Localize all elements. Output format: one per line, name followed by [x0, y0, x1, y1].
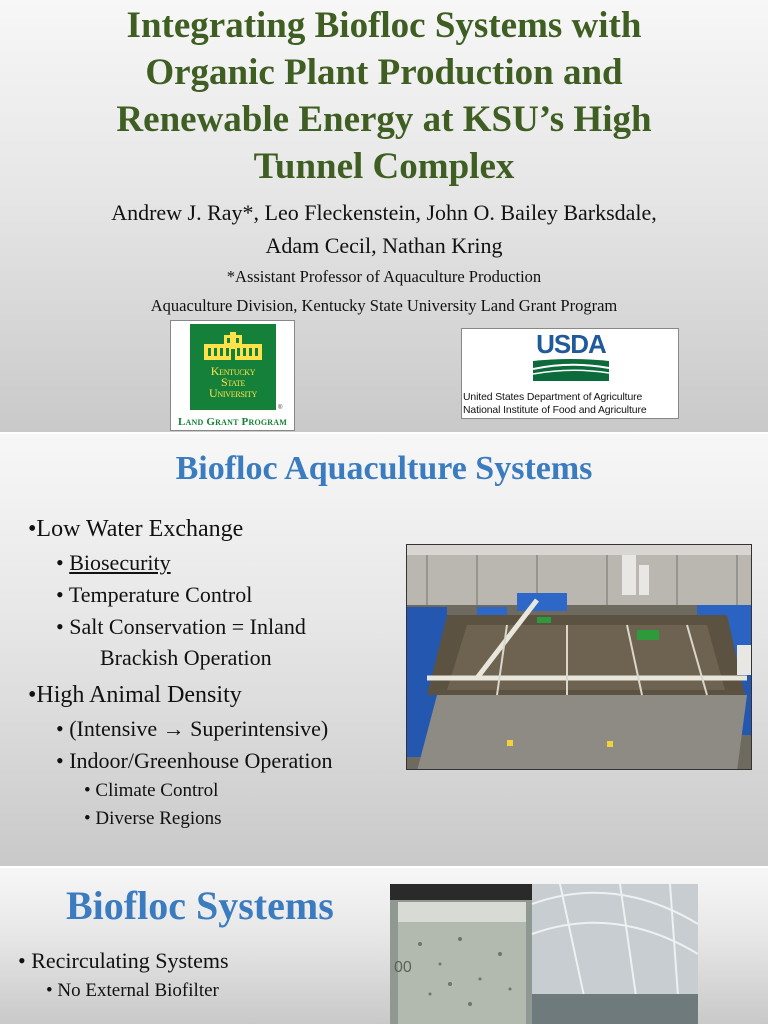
bullet-item: [18, 948, 229, 974]
bullet-text: Low Water Exchange: [36, 516, 244, 542]
poster-title: [20, 2, 748, 190]
bullet-text: Diverse Regions: [95, 808, 222, 829]
ksu-name-line: State: [220, 375, 246, 389]
bullet-marker: •: [56, 550, 64, 575]
affiliation-division: Aquaculture Division, Kentucky State University Land Grant Program: [150, 296, 618, 315]
bullet-item: [28, 516, 243, 543]
bullet-text: No External Biofilter: [57, 980, 219, 1001]
usda-agency-line: United States Department of Agriculture: [463, 392, 643, 403]
bullet-marker: •: [56, 582, 64, 607]
bullet-text: High Animal Density: [36, 682, 242, 708]
title-line: Organic Plant Production and: [145, 52, 623, 93]
authors-line: Adam Cecil, Nathan Kring: [265, 233, 503, 258]
biofloc-tanks-photo: [406, 544, 752, 770]
biofloc-aquaculture-slide: [0, 434, 768, 866]
ksu-name: [190, 366, 276, 399]
biofloc-systems-slide: [0, 868, 768, 1024]
title-line: Tunnel Complex: [253, 146, 515, 187]
bullet-marker: •: [28, 682, 37, 708]
bullet-marker: •: [56, 614, 64, 639]
beaker-scale-label: 00: [394, 959, 412, 976]
bullet-text: Indoor/Greenhouse Operation: [69, 748, 333, 773]
bullet-text: Recirculating Systems: [31, 948, 229, 973]
bullet-item: [56, 614, 306, 640]
registered-mark: ®: [278, 405, 283, 411]
bullet-text: (Intensive → Superintensive): [69, 716, 329, 741]
title-line: Integrating Biofloc Systems with: [126, 5, 642, 46]
bullet-marker: •: [84, 780, 91, 801]
bullet-marker: •: [18, 948, 26, 973]
authors-line: Andrew J. Ray*, Leo Fleckenstein, John O. Bailey Barksdale,: [111, 200, 657, 225]
bullet-item: [56, 582, 252, 608]
bullet-item: [56, 550, 171, 576]
bullet-item: [56, 716, 328, 742]
biofloc-photos: [390, 884, 698, 1024]
usda-institute-line: National Institute of Food and Agriculture: [463, 405, 647, 416]
bullet-item: [46, 980, 219, 1002]
usda-wordmark: USDA: [536, 329, 606, 359]
usda-wave-icon: [533, 359, 609, 381]
bullet-marker: •: [56, 716, 64, 741]
bullet-item: [84, 808, 222, 830]
bullet-text: Temperature Control: [68, 582, 253, 607]
slide-heading: Biofloc Aquaculture Systems: [175, 450, 593, 487]
bullet-item: [84, 780, 218, 802]
bullet-marker: •: [46, 980, 53, 1001]
affiliation-title: *Assistant Professor of Aquaculture Production: [226, 267, 542, 286]
bullet-continuation: Brackish Operation: [100, 645, 272, 670]
bullet-text: Salt Conservation = Inland: [69, 614, 306, 639]
ksu-name-line: University: [209, 386, 257, 400]
ksu-emblem: [190, 324, 276, 410]
title-slide: [0, 0, 768, 432]
bullet-item: [56, 748, 333, 774]
building-icon: [202, 332, 264, 362]
usda-logo: [461, 328, 679, 419]
bullet-item: [28, 682, 242, 709]
greenhouse-tanks-image: [407, 545, 752, 770]
bullet-marker: •: [28, 516, 37, 542]
title-line: Renewable Energy at KSU’s High: [116, 99, 652, 140]
slide-heading: Biofloc Systems: [66, 883, 334, 928]
authors: [20, 196, 748, 262]
ksu-logo: [170, 320, 295, 431]
ksu-name-line: Kentucky: [210, 364, 256, 378]
bullet-text: Climate Control: [95, 780, 219, 801]
bullet-text: Biosecurity: [69, 550, 171, 575]
bullet-marker: •: [56, 748, 64, 773]
bullet-marker: •: [84, 808, 91, 829]
ksu-caption: Land Grant Program: [177, 416, 288, 428]
beaker-and-tunnel-image: [390, 884, 698, 1024]
